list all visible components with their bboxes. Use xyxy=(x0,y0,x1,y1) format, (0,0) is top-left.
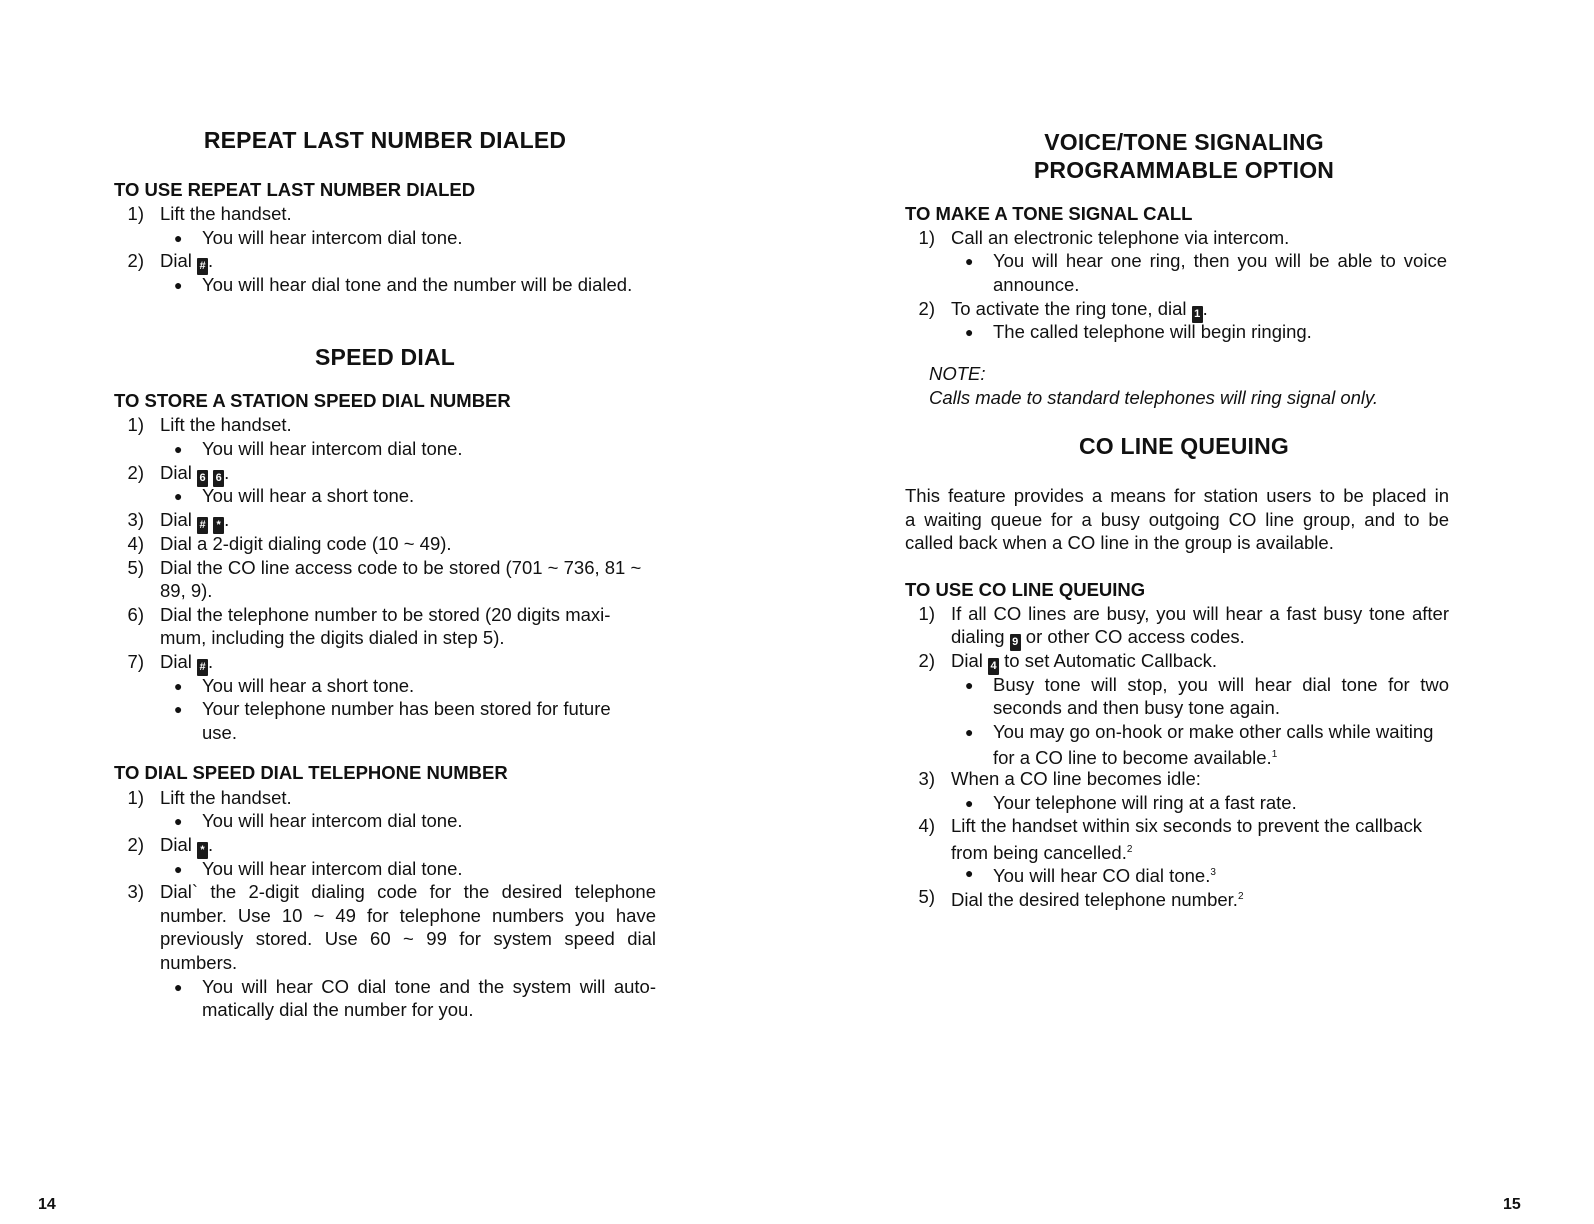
list-item-continued: number. Use 10 ~ 49 for telephone numbers you have xyxy=(160,905,656,926)
list-item-continued: numbers. xyxy=(160,952,238,973)
bullet-icon: ● xyxy=(174,277,183,293)
bullet-icon: ● xyxy=(174,861,183,877)
bullet-icon: ● xyxy=(965,677,974,693)
list-item-continued: 89, 9). xyxy=(160,580,213,601)
six-key-icon: 6 xyxy=(197,470,208,487)
six-key-icon: 6 xyxy=(213,470,224,487)
hash-key-icon: # xyxy=(197,517,208,534)
one-key-icon: 1 xyxy=(1192,306,1203,323)
dial-heading: TO DIAL SPEED DIAL TELEPHONE NUMBER xyxy=(114,762,508,783)
bullet-icon: ● xyxy=(174,813,183,829)
footnote-ref: 2 xyxy=(1126,844,1133,855)
note-label: NOTE: xyxy=(929,363,986,384)
four-key-icon: 4 xyxy=(988,658,999,675)
list-item-continued: from being cancelled.$^2$ xyxy=(951,842,1133,864)
bullet-icon: ● xyxy=(174,230,183,246)
description-line: called back when a CO line in the group is available. xyxy=(905,532,1334,553)
list-item-continued: dialing 9 or other CO access codes. xyxy=(951,625,1245,651)
bullet-icon: ● xyxy=(174,441,183,457)
list-item-continued: use. xyxy=(202,722,237,743)
page-number: 15 xyxy=(1503,1196,1521,1213)
footnote-ref: 3 xyxy=(1210,867,1216,878)
bullet-icon: ● xyxy=(174,678,183,694)
footnote-ref: 2 xyxy=(1237,891,1244,902)
star-key-icon: * xyxy=(213,517,224,534)
list-item-continued: mum, including the digits dialed in step 5). xyxy=(160,627,505,648)
list-item-continued: for a CO line to become available.$^1$ xyxy=(993,747,1278,769)
bullet-icon: ● xyxy=(965,865,974,881)
bullet-icon: ● xyxy=(965,324,974,340)
voice-title-line-2: PROGRAMMABLE OPTION xyxy=(1033,157,1335,183)
bullet-icon: ● xyxy=(965,795,974,811)
footnote-ref: 1 xyxy=(1271,749,1278,760)
right-page: VOICE/TONE SIGNALING PROGRAMMABLE OPTION TO MAKE A TONE SIGNAL CALL 1) Call an electronic telephone via intercom. ● You will hear one ring, then you will be able to voice announce. 2) To activate the ring tone, dial 1 . ● The called telephone will begin ringing. NOTE: Calls made to standard telephones will ring signal only. CO LINE QUEUING This feature provides a means for station users to be placed in a waiting queue for a busy outgoing CO line group, and to be called back when a CO line in the group is available. TO USE CO LINE QUEUING 1) If all CO lines are busy, you will hear a fast busy tone after dialing 9 or other CO access codes. 2) Dial 4 to set Automatic Callback. ● Busy tone will stop, you will hear dial tone for two seconds and then busy tone again. ● You may go on-hook or make other calls while waiting for a CO line to become available.$^1$ 3) When a CO line becomes idle: ● Your telephone will ring at a fast rate. 4) Lift the handset within six seconds to prevent the callback from being cancelled.$^2$ ● You will hear CO dial tone.$^3$ 5) Dial the desired telephone number.$^2$ 15 xyxy=(797,0,1594,1224)
bullet-icon: ● xyxy=(174,488,183,504)
bullet-icon: ● xyxy=(174,979,183,995)
note-text: Calls made to standard telephones will ring signal only. xyxy=(929,387,1379,408)
description-line: a waiting queue for a busy outgoing CO line group, and to be xyxy=(905,509,1449,530)
repeat-title: REPEAT LAST NUMBER DIALED xyxy=(203,127,567,153)
list-item-continued: announce. xyxy=(993,274,1080,295)
voice-title-line-1: VOICE/TONE SIGNALING xyxy=(1044,129,1324,155)
repeat-subheading: TO USE REPEAT LAST NUMBER DIALED xyxy=(114,179,476,200)
description-line: This feature provides a means for station users to be placed in xyxy=(905,485,1449,506)
co-queuing-title: CO LINE QUEUING xyxy=(1078,433,1289,459)
page-number: 14 xyxy=(38,1196,56,1213)
tone-call-heading: TO MAKE A TONE SIGNAL CALL xyxy=(905,203,1193,224)
list-item-continued: matically dial the number for you. xyxy=(202,999,474,1020)
hash-key-icon: # xyxy=(197,659,208,676)
left-page: REPEAT LAST NUMBER DIALED TO USE REPEAT LAST NUMBER DIALED 1) Lift the handset. ● You will hear intercom dial tone. 2) Dial # . ● You will hear dial tone and the number will be dialed. SPEED DIAL TO STORE A STATION SPEED DIAL NUMBER 1) Lift the handset. ● You will hear intercom dial tone. 2) Dial 6 6 . ● You will hear a short tone. 3) Dial # * . 4) Dial a 2-digit dialing code (10 ~ 49). 5) Dial the CO line access code to be stored (701 ~ 736, 81 ~ 89, 9). 6) Dial the telephone number to be stored (20 digits maxi- mum, including the digits dialed in step 5). 7) Dial # . ● You will hear a short tone. ● Your telephone number has been stored for future use. TO DIAL SPEED DIAL TELEPHONE NUMBER 1) Lift the handset. ● You will hear intercom dial tone. 2) Dial * . ● You will hear intercom dial tone. 3) Dial` the 2-digit dialing code for the desired telephone number. Use 10 ~ 49 for telephone numbers you have previously stored. Use 60 ~ 99 for system speed dial numbers. ● You will hear CO dial tone and the system will auto- matically dial the number for you. 14 xyxy=(0,0,797,1224)
list-item-continued: previously stored. Use 60 ~ 99 for system speed dial xyxy=(160,928,656,949)
store-heading: TO STORE A STATION SPEED DIAL NUMBER xyxy=(114,390,511,411)
nine-key-icon: 9 xyxy=(1010,634,1021,651)
queuing-heading: TO USE CO LINE QUEUING xyxy=(905,579,1146,600)
bullet-icon: ● xyxy=(174,701,183,717)
bullet-icon: ● xyxy=(965,724,974,740)
hash-key-icon: # xyxy=(197,258,208,275)
speed-dial-title: SPEED DIAL xyxy=(314,344,456,370)
bullet-icon: ● xyxy=(965,253,974,269)
star-key-icon: * xyxy=(197,842,208,859)
list-item-continued: seconds and then busy tone again. xyxy=(993,697,1280,718)
